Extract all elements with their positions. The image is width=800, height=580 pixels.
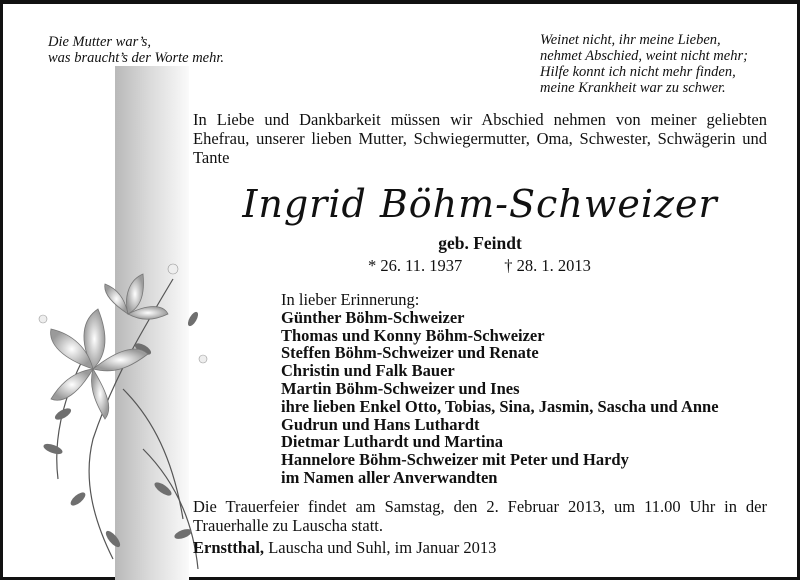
intro-text: In Liebe und Dankbarkeit müssen wir Abschied nehmen von meiner geliebten Ehefrau, unserer lieben Mutter, Schwiegermutter, Oma, Schwester, Schwägerin und Tante — [193, 110, 767, 167]
deceased-name: Ingrid Böhm-Schweizer — [242, 182, 718, 226]
place-rest: Lauscha und Suhl, im Januar 2013 — [264, 538, 497, 557]
maiden-name: geb. Feindt — [438, 233, 522, 253]
place-date-line — [193, 538, 496, 558]
mourner-line: Christin und Falk Bauer — [281, 361, 455, 381]
poem-right — [540, 32, 748, 96]
mourner-line: Dietmar Luthardt und Martina — [281, 432, 503, 452]
mourner-line: ihre lieben Enkel Otto, Tobias, Sina, Jasmin, Sascha und Anne — [281, 396, 719, 416]
funeral-notice: Die Trauerfeier findet am Samstag, den 2. Februar 2013, um 11.00 Uhr in der Trauerhalle zu Lauscha statt. — [193, 497, 767, 535]
birth-date: * 26. 11. 1937 — [368, 256, 463, 275]
poem-right-line: Weinet nicht, ihr meine Lieben, — [540, 32, 721, 48]
poem-left — [48, 34, 224, 66]
memory-heading: In lieber Erinnerung: — [281, 290, 420, 309]
poem-left-line: Die Mutter war’s, — [48, 34, 151, 50]
mourner-line: Martin Böhm-Schweizer und Ines — [281, 378, 520, 398]
mourner-line: Günther Böhm-Schweizer — [281, 307, 465, 327]
mourner-line: im Namen aller Anverwandten — [281, 467, 498, 487]
life-dates — [368, 256, 618, 276]
poem-left-line: was braucht’s der Worte mehr. — [48, 50, 225, 66]
mourner-line: Steffen Böhm-Schweizer und Renate — [281, 343, 539, 363]
mourner-line: Hannelore Böhm-Schweizer mit Peter und Hardy — [281, 450, 629, 470]
poem-right-line: Hilfe konnt ich nicht mehr finden, — [540, 64, 736, 80]
mourners-list — [281, 291, 719, 487]
place-bold: Ernstthal, — [193, 538, 265, 557]
mourner-line: Thomas und Konny Böhm-Schweizer — [281, 325, 545, 345]
poem-right-line: nehmet Abschied, weint nicht mehr; — [540, 48, 748, 64]
mourner-line: Gudrun und Hans Luthardt — [281, 414, 480, 434]
death-date: † 28. 1. 2013 — [504, 256, 591, 275]
poem-right-line: meine Krankheit war zu schwer. — [540, 80, 726, 96]
